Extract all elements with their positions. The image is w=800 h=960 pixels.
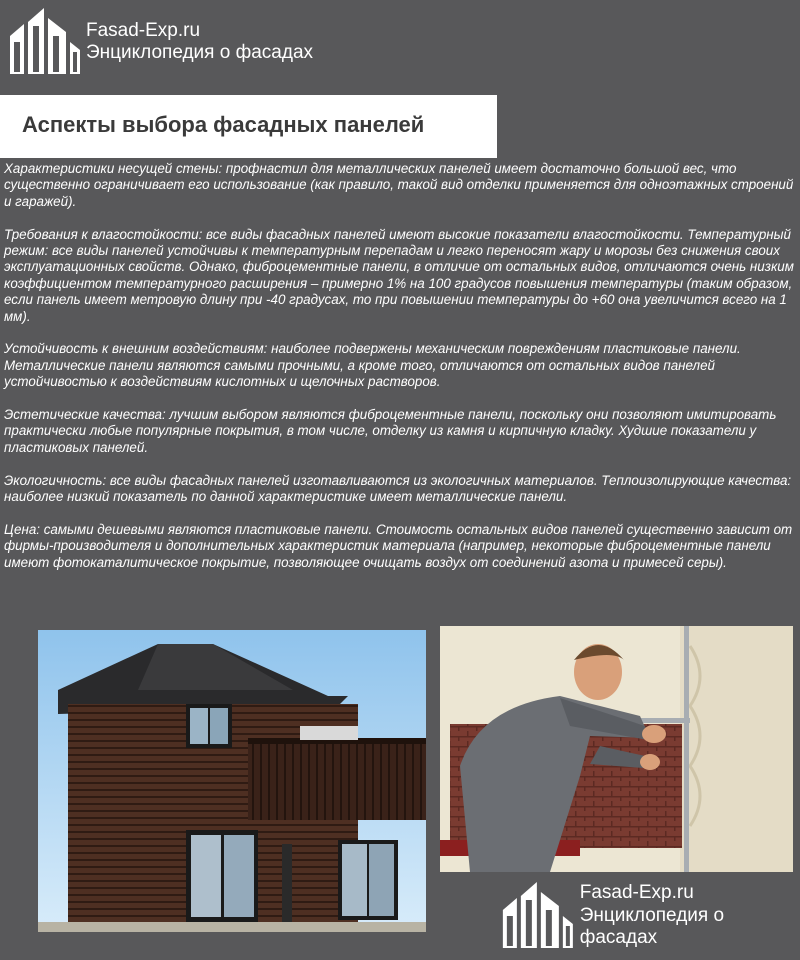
page-title: Аспекты выбора фасадных панелей (22, 112, 425, 137)
buildings-logo-icon (8, 6, 80, 78)
installation-photo (440, 626, 793, 872)
footer-site-name: Fasad-Exp.ru (579, 882, 694, 904)
paragraph-wall: Характеристики несущей стены: профнастил для металлических панелей имеет достаточно большой вес, что существенно ограничивает его использование (как правило, такой вид отделки применяется для одноэтажных строений и гаражей). (4, 161, 794, 209)
title-banner (0, 95, 497, 158)
house-photo (38, 630, 426, 932)
buildings-logo-icon (500, 880, 574, 952)
site-logo[interactable] (8, 6, 313, 78)
paragraph-price: Цена: самыми дешевыми являются пластиковые панели. Стоимость остальных видов панелей существенно зависит от фирмы-производителя и дополнительных характеристик материала (например, некоторые фиброцементные панели имеют фотокаталитическое покрытие, позволяющее очищать воздух от соединений азота и примесей серы). (4, 521, 793, 570)
paragraph-ecology: Экологичность: все виды фасадных панелей изготавливаются из экологичных материалов. Теплоизолирующие качества: наиболее низкий показатель по данной характеристике имеет металлические панели. (4, 472, 792, 505)
paragraph-moisture: Требования к влагостойкости: все виды фасадных панелей имеют высокие показатели влагостойкости. Температурный режим: все виды панелей устойчивы к температурным перепадам и легко переносят жару и морозы без снижения своих эксплуатационных свойств. Однако, фиброцементные панели, в отличие от остальных видов, отличаются очень низким коэффициентом температурного расширения – примерно 1% на 100 градусов повышения температуры (таким образом, если панель имеет метровую длину при -40 градусах, то при повышении температуры до +60 она увеличится всего на 1 мм). (4, 226, 794, 324)
footer-logo[interactable] (500, 880, 800, 952)
article-body (4, 161, 796, 587)
site-name: Fasad-Exp.ru (86, 19, 201, 41)
paragraph-aesthetics: Эстетические качества: лучшим выбором являются фиброцементные панели, поскольку они позволяют имитировать практически любые популярные покрытия, в том числе, отделку из камня и кирпичную кладку. Худшие показатели у пластиковых панелей. (4, 407, 777, 455)
footer-site-tagline: Энциклопедия о фасадах (579, 904, 725, 949)
paragraph-durability: Устойчивость к внешним воздействиям: наиболее подвержены механическим повреждениям пластиковые панели. Металлические панели являются самыми прочными, а кроме того, отличаются от остальных видов панелей устойчивостью к воздействиям кислотных и щелочных растворов. (4, 341, 741, 390)
site-tagline: Энциклопедия о фасадах (86, 42, 314, 63)
